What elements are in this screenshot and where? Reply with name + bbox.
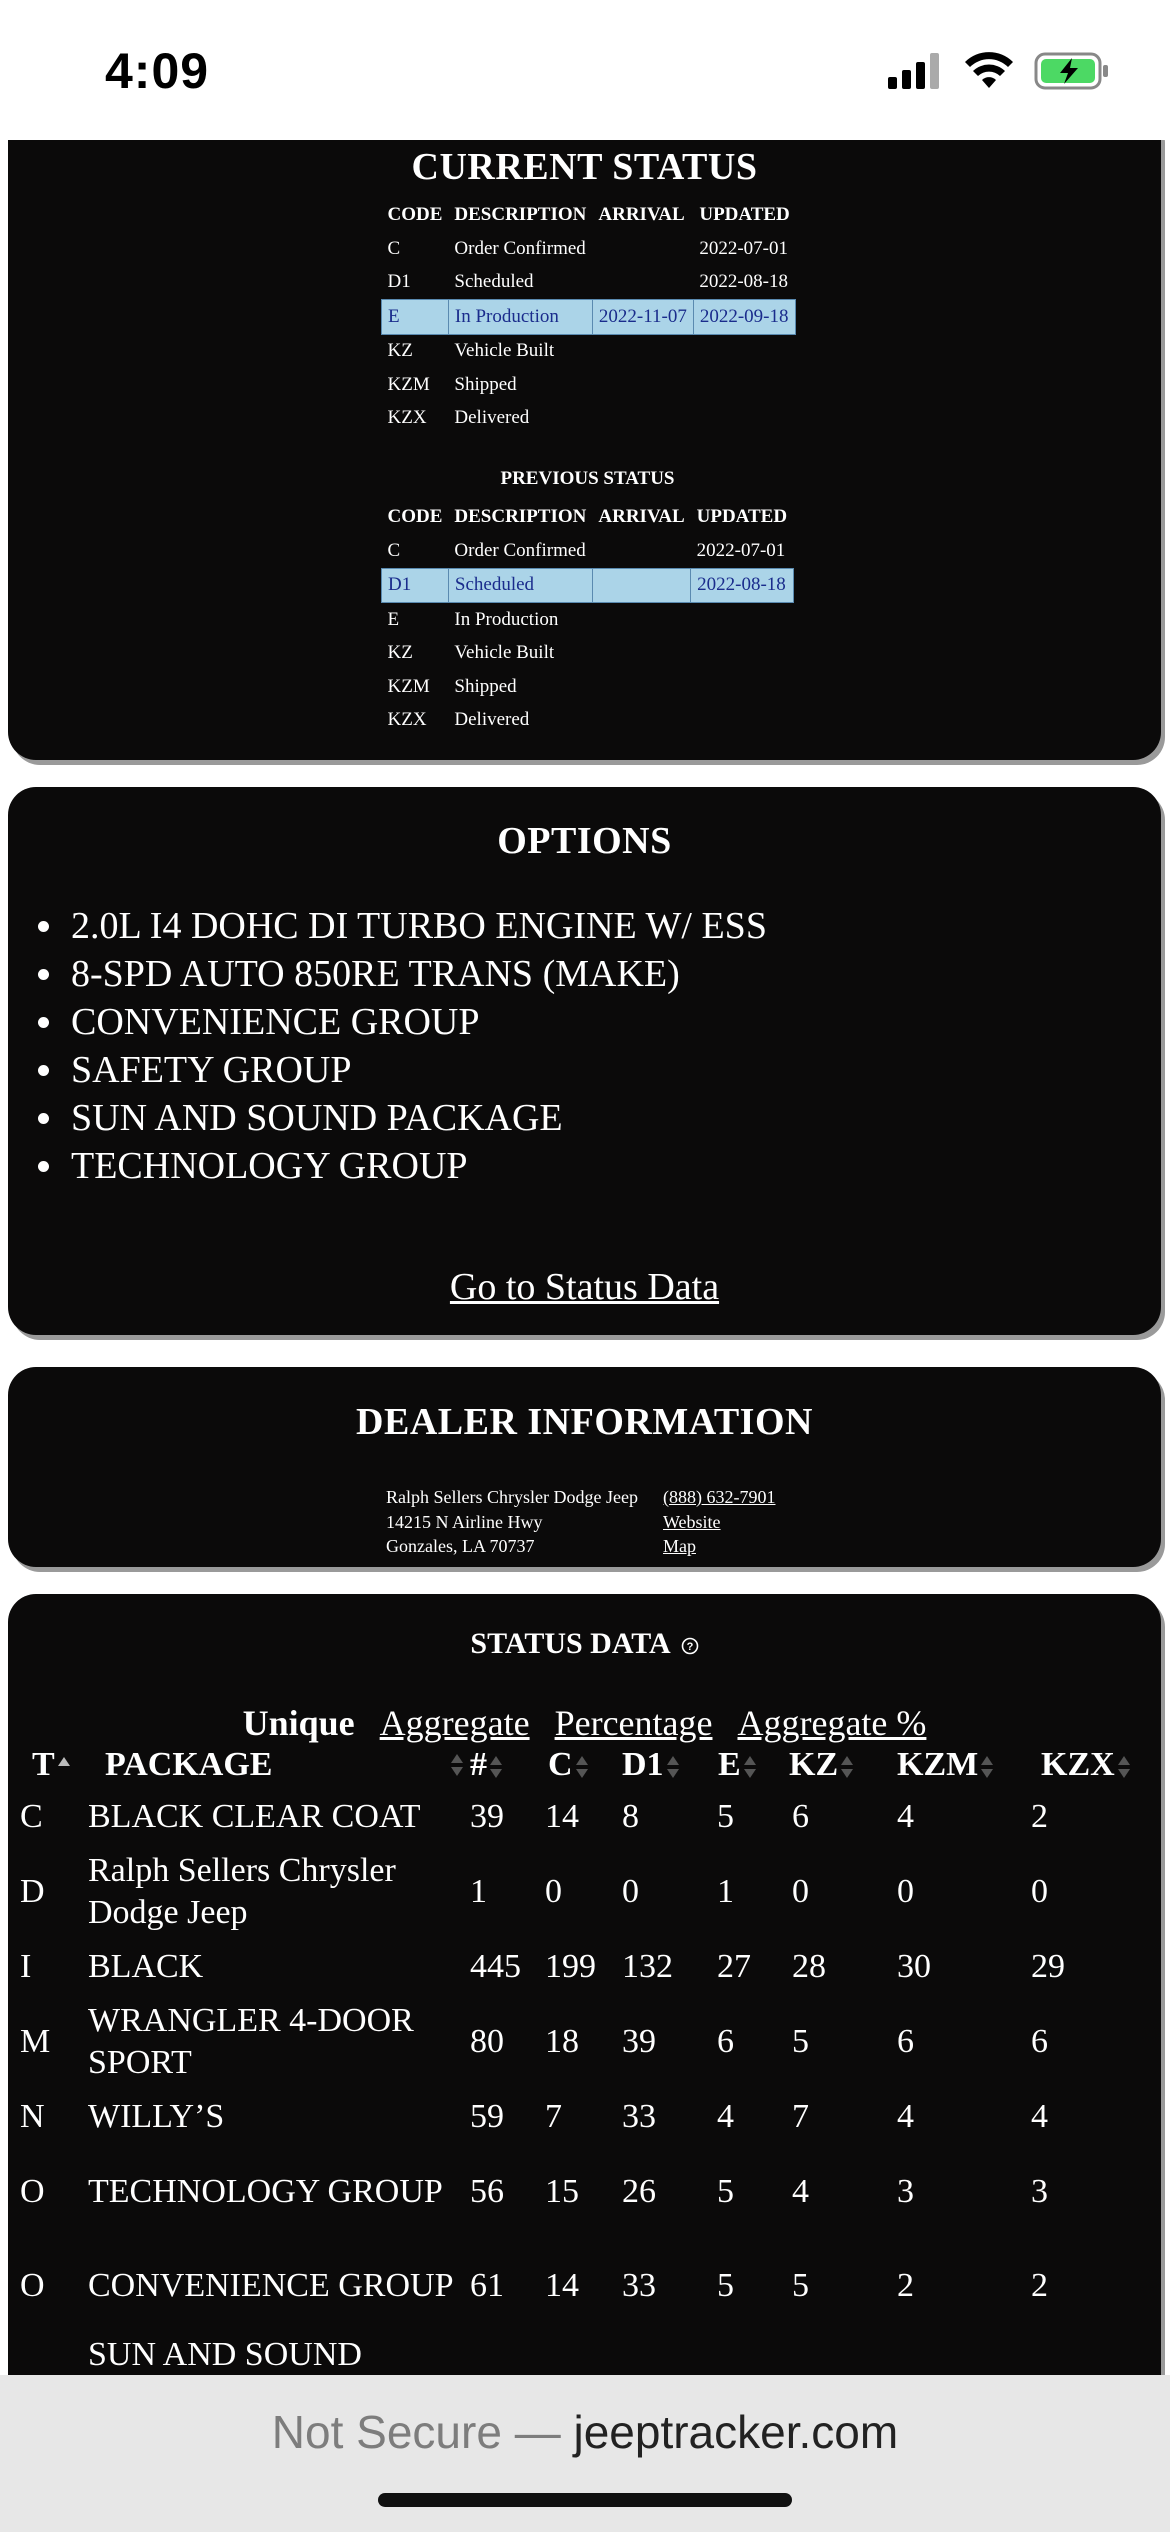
cell-d1: [610, 2334, 704, 2375]
cell-updated: [693, 368, 795, 402]
header-label: T: [32, 1746, 55, 1783]
cell-count: 80: [470, 2023, 504, 2060]
cell-kz: 4: [792, 2173, 809, 2210]
table-row: [8, 2334, 1161, 2375]
mode-tabs: [8, 1702, 1161, 1744]
cell-c: 18: [545, 2023, 579, 2060]
tab-unique[interactable]: Unique: [242, 1703, 355, 1743]
cell-e: 27: [717, 1948, 751, 1985]
option-item: SUN AND SOUND PACKAGE: [38, 1094, 767, 1142]
cell-description: In Production: [454, 608, 559, 630]
cell-code: KZM: [387, 675, 430, 697]
cell-c: 14: [545, 2267, 579, 2304]
cell-kzx: 2: [1031, 1798, 1048, 1835]
dealer-name: Ralph Sellers Chrysler Dodge Jeep: [386, 1487, 638, 1507]
cell-kz: 0: [792, 1873, 809, 1910]
cell-kzm: [884, 2334, 1021, 2375]
header-arrival: ARRIVAL: [598, 204, 685, 225]
cell-c: 0: [545, 1873, 562, 1910]
sort-icon: [489, 1755, 503, 1779]
not-secure-label: Not Secure —: [271, 2406, 561, 2458]
sort-icon: [575, 1755, 589, 1779]
cell-code: KZ: [387, 340, 413, 362]
cell-package: CONVENIENCE GROUP: [88, 2267, 454, 2304]
options-card: [8, 787, 1161, 1335]
help-icon[interactable]: [681, 1637, 699, 1655]
cellular-signal-icon: [888, 53, 944, 89]
table-row: [8, 2238, 1161, 2334]
dealer-phone-link[interactable]: (888) 632-7901: [663, 1487, 776, 1507]
cell-kzx: 0: [1031, 1873, 1048, 1910]
header-code: CODE: [387, 506, 443, 527]
cell-type: O: [20, 2267, 45, 2304]
cell-package: SUN AND SOUND: [88, 2336, 362, 2373]
table-row: [382, 232, 796, 266]
cell-e: [704, 2334, 779, 2375]
cell-type: O: [20, 2173, 45, 2210]
tab-aggregate[interactable]: Aggregate: [379, 1703, 530, 1743]
svg-text:?: ?: [686, 1641, 693, 1654]
cell-type: N: [20, 2098, 45, 2135]
status-data-table: [8, 1742, 1161, 2375]
header-updated: UPDATED: [696, 506, 788, 527]
cell-kzx: [1021, 2334, 1161, 2375]
option-item: TECHNOLOGY GROUP: [38, 1142, 767, 1190]
ios-status-bar: [0, 0, 1170, 140]
col-header-count[interactable]: [470, 1742, 538, 1788]
table-row: [382, 402, 796, 436]
cell-e: 5: [717, 2173, 734, 2210]
status-data-heading: [8, 1627, 1161, 1661]
cell-code: D1: [387, 271, 411, 293]
cell-updated: [691, 670, 793, 704]
cell-kzm: 0: [897, 1873, 914, 1910]
table-header-row: [382, 198, 796, 232]
table-header-row: [8, 1742, 1161, 1788]
col-header-kzx[interactable]: [1021, 1742, 1161, 1788]
dealer-map-link[interactable]: Map: [663, 1536, 696, 1556]
cell-d1: 26: [622, 2173, 656, 2210]
cell-code: KZ: [387, 642, 413, 664]
cell-code: E: [382, 300, 449, 335]
cell-d1: 33: [622, 2267, 656, 2304]
sort-icon: [1117, 1755, 1131, 1779]
cell-code: KZM: [387, 373, 430, 395]
cell-description: Scheduled: [454, 271, 534, 293]
table-row-highlighted: [382, 568, 794, 603]
cell-e: 5: [717, 1798, 734, 1835]
cell-d1: 8: [622, 1798, 639, 1835]
cell-updated: [691, 637, 793, 671]
dealer-title: DEALER INFORMATION: [356, 1401, 813, 1443]
cell-arrival: 2022-11-07: [592, 300, 693, 335]
option-item: 2.0L I4 DOHC DI TURBO ENGINE W/ ESS: [38, 902, 767, 950]
table-row: [8, 1846, 1161, 1938]
cell-d1: 39: [622, 2023, 656, 2060]
previous-status-title: PREVIOUS STATUS: [500, 468, 675, 489]
cell-code: E: [387, 608, 400, 630]
header-description: DESCRIPTION: [454, 506, 587, 527]
cell-code: C: [387, 237, 401, 259]
url-display[interactable]: [0, 2405, 1170, 2459]
header-updated: UPDATED: [699, 204, 790, 225]
col-header-type[interactable]: [8, 1742, 85, 1788]
current-status-title: CURRENT STATUS: [411, 146, 758, 188]
dealer-website-link[interactable]: Website: [663, 1511, 721, 1532]
option-item: SAFETY GROUP: [38, 1046, 767, 1094]
cell-count: 1: [470, 1873, 487, 1910]
cell-kzx: 3: [1031, 2173, 1048, 2210]
cell-count: [470, 2334, 538, 2375]
cell-arrival: [592, 368, 693, 402]
battery-charging-icon: [1034, 52, 1110, 90]
tab-percentage[interactable]: Percentage: [554, 1703, 713, 1743]
cell-updated: 2022-07-01: [699, 237, 788, 259]
header-label: E: [718, 1746, 741, 1783]
table-row: [8, 2146, 1161, 2238]
cell-type: [8, 2334, 85, 2375]
cell-description: Delivered: [454, 407, 530, 429]
option-item: CONVENIENCE GROUP: [38, 998, 767, 1046]
cell-description: Vehicle Built: [454, 340, 555, 362]
table-row: [382, 266, 796, 300]
status-icons: [888, 52, 1110, 90]
header-label: #: [470, 1746, 487, 1783]
cell-type: M: [20, 2023, 51, 2060]
status-data-title: STATUS DATA: [470, 1627, 670, 1660]
page-viewport[interactable]: [0, 140, 1170, 2375]
sort-icon: [980, 1755, 994, 1779]
tab-aggregate-percent[interactable]: Aggregate %: [737, 1703, 927, 1743]
dealer-links-block: [663, 1485, 823, 1559]
cell-package: WRANGLER 4-DOOR SPORT: [88, 2002, 414, 2081]
cell-d1: 132: [622, 1948, 673, 1985]
cell-c: [538, 2334, 610, 2375]
cell-count: 61: [470, 2267, 504, 2304]
cell-arrival: [592, 568, 690, 603]
cell-e: 1: [717, 1873, 734, 1910]
dealer-street: 14215 N Airline Hwy: [386, 1511, 543, 1532]
cell-arrival: [592, 704, 690, 738]
status-card: [8, 140, 1161, 760]
cell-arrival: [592, 402, 693, 436]
header-label: PACKAGE: [105, 1746, 273, 1783]
cell-code: C: [387, 539, 401, 561]
cell-kz: 5: [792, 2023, 809, 2060]
cell-kzm: 6: [897, 2023, 914, 2060]
cell-updated: 2022-07-01: [696, 539, 786, 561]
cell-updated: [693, 402, 795, 436]
table-row: [382, 670, 794, 704]
cell-description: Order Confirmed: [454, 237, 586, 259]
cell-type: D: [20, 1873, 45, 1910]
cell-description: In Production: [448, 300, 592, 335]
cell-kz: 5: [792, 2267, 809, 2304]
cell-type: C: [20, 1798, 43, 1835]
cell-count: 59: [470, 2098, 504, 2135]
cell-arrival: [592, 670, 690, 704]
sort-icon: [450, 1753, 464, 1777]
cell-d1: 0: [622, 1873, 639, 1910]
table-row: [8, 1996, 1161, 2088]
table-row-highlighted: [382, 300, 796, 335]
dealer-address-block: [386, 1485, 666, 1559]
home-indicator[interactable]: [378, 2493, 792, 2507]
header-label: D1: [622, 1746, 664, 1783]
table-row: [8, 1938, 1161, 1996]
col-header-e[interactable]: [704, 1742, 779, 1788]
col-header-package[interactable]: [85, 1742, 470, 1788]
cell-description: Vehicle Built: [454, 642, 555, 664]
cell-updated: 2022-08-18: [699, 271, 788, 293]
sort-asc-icon: [57, 1755, 71, 1779]
cell-count: 56: [470, 2173, 504, 2210]
table-row: [8, 1788, 1161, 1846]
cell-c: 14: [545, 1798, 579, 1835]
cell-kzx: 2: [1031, 2267, 1048, 2304]
table-row: [382, 603, 794, 637]
cell-kzx: 4: [1031, 2098, 1048, 2135]
clock: 4:09: [105, 43, 210, 99]
cell-description: Order Confirmed: [454, 539, 586, 561]
dealer-card: [8, 1367, 1161, 1567]
header-label: KZX: [1041, 1746, 1115, 1783]
sort-icon: [840, 1755, 854, 1779]
wifi-icon: [964, 52, 1014, 90]
cell-updated: 2022-09-18: [693, 300, 795, 335]
cell-kz: [779, 2334, 884, 2375]
header-description: DESCRIPTION: [454, 204, 587, 225]
cell-kzm: 30: [897, 1948, 931, 1985]
col-header-c[interactable]: [538, 1742, 610, 1788]
cell-code: KZX: [387, 407, 427, 429]
domain-label: jeeptracker.com: [573, 2406, 899, 2458]
cell-updated: [691, 704, 793, 738]
options-title: OPTIONS: [497, 820, 672, 862]
cell-updated: [693, 334, 795, 368]
options-list: [38, 902, 767, 1190]
sort-icon: [666, 1755, 680, 1779]
cell-package: BLACK: [88, 1948, 204, 1985]
table-header-row: [382, 500, 794, 534]
cell-package: Ralph Sellers Chrysler Dodge Jeep: [88, 1852, 396, 1931]
dealer-city: Gonzales, LA 70737: [386, 1536, 535, 1556]
current-status-table: [381, 198, 796, 435]
table-row: [382, 368, 796, 402]
col-header-d1[interactable]: [610, 1742, 704, 1788]
cell-kz: 28: [792, 1948, 826, 1985]
col-header-kzm[interactable]: [884, 1742, 1021, 1788]
previous-status-table: [381, 500, 794, 737]
sort-icon: [743, 1755, 757, 1779]
cell-kzx: 29: [1031, 1948, 1065, 1985]
status-data-link-wrap: [8, 1265, 1161, 1309]
cell-count: 39: [470, 1798, 504, 1835]
header-arrival: ARRIVAL: [598, 506, 685, 527]
table-row: [382, 704, 794, 738]
cell-kzx: 6: [1031, 2023, 1048, 2060]
cell-package: BLACK CLEAR COAT: [88, 1798, 421, 1835]
status-data-card: [8, 1594, 1161, 2375]
cell-c: 7: [545, 2098, 562, 2135]
option-item: 8-SPD AUTO 850RE TRANS (MAKE): [38, 950, 767, 998]
cell-updated: [691, 603, 793, 637]
cell-c: 15: [545, 2173, 579, 2210]
cell-kzm: 2: [897, 2267, 914, 2304]
cell-kz: 6: [792, 1798, 809, 1835]
table-row: [382, 334, 796, 368]
table-row: [8, 2088, 1161, 2146]
cell-e: 4: [717, 2098, 734, 2135]
col-header-kz[interactable]: [779, 1742, 884, 1788]
cell-e: 5: [717, 2267, 734, 2304]
cell-kzm: 4: [897, 2098, 914, 2135]
cell-arrival: [592, 266, 693, 300]
table-row: [382, 637, 794, 671]
cell-description: Shipped: [454, 373, 517, 395]
cell-arrival: [592, 232, 693, 266]
cell-kzm: 3: [897, 2173, 914, 2210]
cell-type: I: [20, 1948, 32, 1985]
cell-description: Shipped: [454, 675, 517, 697]
cell-description: Scheduled: [448, 568, 592, 603]
header-label: KZM: [897, 1746, 979, 1783]
header-code: CODE: [387, 204, 443, 225]
browser-address-bar[interactable]: [0, 2375, 1170, 2532]
cell-description: Delivered: [454, 709, 530, 731]
cell-kzm: 4: [897, 1798, 914, 1835]
cell-arrival: [592, 534, 690, 568]
cell-updated: 2022-08-18: [691, 568, 793, 603]
cell-code: KZX: [387, 709, 427, 731]
cell-count: 445: [470, 1948, 521, 1985]
cell-package: WILLY’S: [88, 2098, 225, 2135]
cell-kz: 7: [792, 2098, 809, 2135]
header-label: C: [548, 1746, 573, 1783]
cell-d1: 33: [622, 2098, 656, 2135]
cell-e: 6: [717, 2023, 734, 2060]
header-label: KZ: [789, 1746, 839, 1783]
cell-c: 199: [545, 1948, 596, 1985]
cell-code: D1: [382, 568, 449, 603]
go-to-status-data-link[interactable]: Go to Status Data: [449, 1266, 720, 1308]
cell-arrival: [592, 603, 690, 637]
cell-arrival: [592, 637, 690, 671]
cell-arrival: [592, 334, 693, 368]
table-row: [382, 534, 794, 568]
cell-package: TECHNOLOGY GROUP: [88, 2173, 443, 2210]
